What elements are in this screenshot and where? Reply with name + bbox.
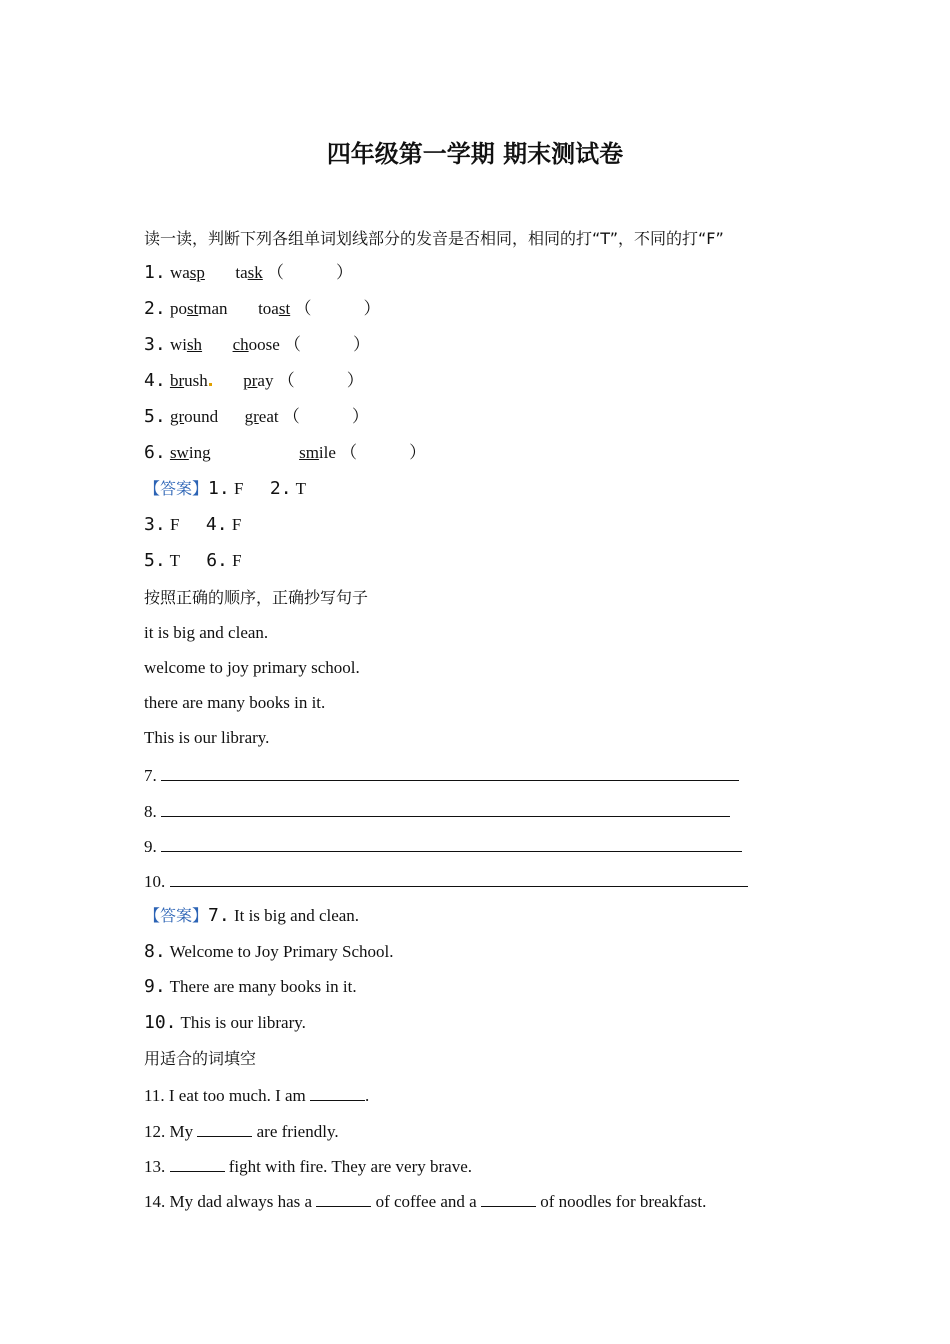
answer-blank[interactable] [197, 1119, 252, 1137]
answer-blank[interactable] [170, 1154, 225, 1172]
scrambled-sentence: there are many books in it. [144, 693, 326, 712]
section1-answer-line-3: 5. T 6. F [144, 550, 242, 571]
copy-blank-10: 10. [144, 869, 748, 893]
answer-line[interactable] [161, 834, 742, 852]
scrambled-sentence: it is big and clean. [144, 623, 269, 642]
phonics-item-2: 2. postman toast （ ） [144, 298, 381, 319]
phonics-item-4: 4. brush pray （ ） [144, 370, 364, 391]
question-12: 12. My are friendly. [144, 1119, 339, 1143]
section1-answer-line-2: 3. F 4. F [144, 514, 242, 535]
page-title: 四年级第一学期 期末测试卷 [326, 140, 624, 168]
phonics-item-6: 6. swing smile （ ） [144, 442, 427, 463]
answer-blank[interactable]: （ ） [267, 263, 354, 282]
answer-line[interactable] [161, 799, 730, 817]
section3-instruction: 用适合的词填空 [144, 1049, 257, 1068]
scrambled-sentence: This is our library. [144, 728, 270, 747]
copy-blank-7: 7. [144, 763, 739, 787]
section2-answer-9: 9. There are many books in it. [144, 976, 357, 997]
answer-blank[interactable]: （ ） [284, 335, 371, 354]
phonics-item-1: 1. wasp task （ ） [144, 262, 354, 283]
question-11: 11. I eat too much. I am . [144, 1083, 369, 1107]
copy-blank-9: 9. [144, 834, 742, 858]
section2-instruction: 按照正确的顺序，正确抄写句子 [144, 588, 369, 607]
section1-answer-line-1: 【答案】1. F 2. T [144, 478, 306, 499]
section2-answer-8: 8. Welcome to Joy Primary School. [144, 941, 394, 962]
answer-blank[interactable] [316, 1189, 371, 1207]
phonics-item-3: 3. wish choose （ ） [144, 334, 371, 355]
question-13: 13. fight with fire. They are very brave. [144, 1154, 472, 1178]
answer-blank[interactable]: （ ） [282, 407, 369, 426]
answer-label: 【答案】 [144, 906, 209, 925]
copy-blank-8: 8. [144, 799, 730, 823]
question-14: 14. My dad always has a of coffee and a of noodles for breakfast. [144, 1189, 706, 1213]
section1-instruction: 读一读，判断下列各组单词划线部分的发音是否相同，相同的打“T”，不同的打“F” [144, 229, 724, 248]
answer-label: 【答案】 [144, 479, 209, 498]
answer-blank[interactable]: （ ） [277, 371, 364, 390]
answer-line[interactable] [161, 763, 739, 781]
answer-blank[interactable]: （ ） [340, 443, 427, 462]
answer-blank[interactable] [481, 1189, 536, 1207]
phonics-item-5: 5. ground great （ ） [144, 406, 369, 427]
scrambled-sentence: welcome to joy primary school. [144, 658, 360, 677]
section2-answer-10: 10. This is our library. [144, 1012, 306, 1033]
answer-blank[interactable] [310, 1083, 365, 1101]
section2-answer-7: 【答案】7. It is big and clean. [144, 905, 360, 926]
answer-line[interactable] [170, 869, 748, 887]
answer-blank[interactable]: （ ） [294, 299, 381, 318]
